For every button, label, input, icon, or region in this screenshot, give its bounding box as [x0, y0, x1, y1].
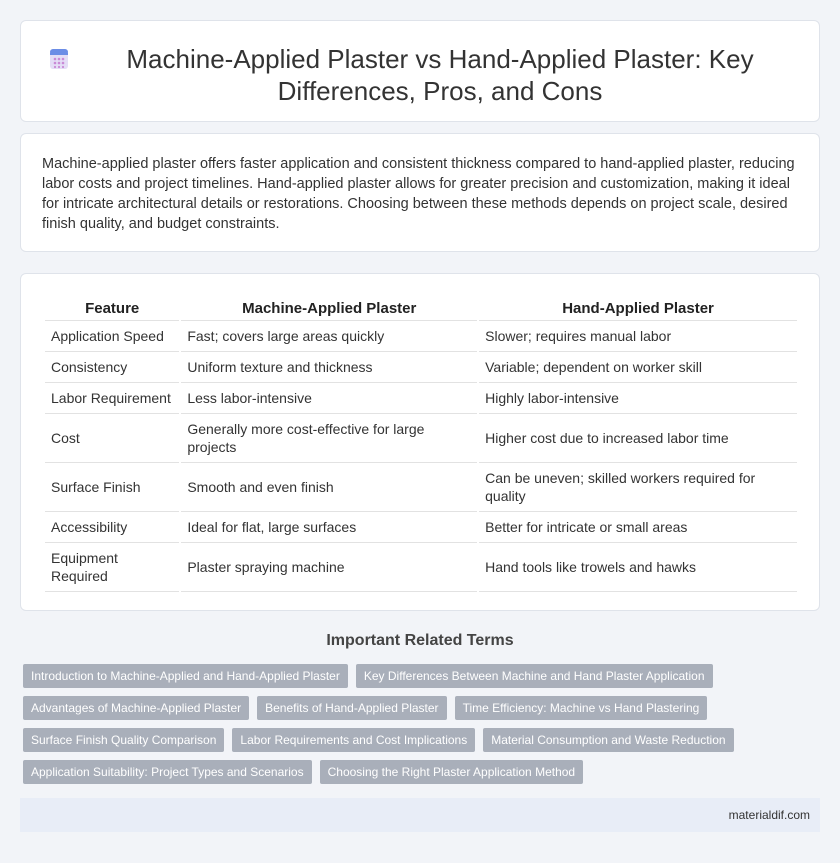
table-row [45, 463, 797, 512]
footer [20, 798, 820, 832]
tag-row [23, 664, 803, 688]
related-term-tag[interactable]: Application Suitability: Project Types and Scenarios [23, 760, 312, 784]
header-card [20, 20, 820, 122]
hand-cell: Can be uneven; skilled workers required for quality [479, 463, 797, 512]
related-term-tag[interactable]: Material Consumption and Waste Reduction [483, 728, 733, 752]
page-title: Machine-Applied Plaster vs Hand-Applied Plaster: Key Differences, Pros, and Cons [126, 44, 754, 106]
hand-cell: Hand tools like trowels and hawks [479, 543, 797, 592]
summary-card [20, 133, 820, 252]
table-row [45, 321, 797, 352]
related-terms-title: Important Related Terms [326, 632, 514, 649]
related-term-tag[interactable]: Time Efficiency: Machine vs Hand Plastering [455, 696, 708, 720]
machine-cell: Generally more cost-effective for large projects [181, 414, 477, 463]
table-row [45, 512, 797, 543]
table-header-row [45, 298, 797, 321]
related-term-tag[interactable]: Benefits of Hand-Applied Plaster [257, 696, 446, 720]
related-terms-tags [23, 664, 803, 792]
column-header-feature: Feature [45, 298, 179, 321]
related-term-tag[interactable]: Labor Requirements and Cost Implications [232, 728, 475, 752]
related-term-tag[interactable]: Choosing the Right Plaster Application Method [320, 760, 583, 784]
feature-cell: Labor Requirement [45, 383, 179, 414]
hand-cell: Highly labor-intensive [479, 383, 797, 414]
machine-cell: Uniform texture and thickness [181, 352, 477, 383]
hand-cell: Better for intricate or small areas [479, 512, 797, 543]
table-row [45, 543, 797, 592]
tag-row [23, 760, 803, 784]
machine-cell: Plaster spraying machine [181, 543, 477, 592]
machine-cell: Ideal for flat, large surfaces [181, 512, 477, 543]
column-header-machine: Machine-Applied Plaster [181, 298, 477, 321]
hand-cell: Variable; dependent on worker skill [479, 352, 797, 383]
machine-cell: Fast; covers large areas quickly [181, 321, 477, 352]
related-term-tag[interactable]: Advantages of Machine-Applied Plaster [23, 696, 249, 720]
calculator-icon [48, 48, 70, 70]
tag-row [23, 728, 803, 752]
feature-cell: Consistency [45, 352, 179, 383]
column-header-hand: Hand-Applied Plaster [479, 298, 797, 321]
comparison-table-card [20, 273, 820, 611]
summary-text: Machine-applied plaster offers faster application and consistent thickness compared to hand-applied plaster, reducing labor costs and project timelines. Hand-applied plaster allows for greater precision and customization, making it ideal for intricate architectural details or restorations. Choosing between these methods depends on project scale, desired finish quality, and budget constraints. [42, 156, 795, 232]
table-row [45, 414, 797, 463]
feature-cell: Cost [45, 414, 179, 463]
tag-row [23, 696, 803, 720]
related-term-tag[interactable]: Surface Finish Quality Comparison [23, 728, 224, 752]
table-row [45, 352, 797, 383]
feature-cell: Accessibility [45, 512, 179, 543]
feature-cell: Equipment Required [45, 543, 179, 592]
hand-cell: Slower; requires manual labor [479, 321, 797, 352]
hand-cell: Higher cost due to increased labor time [479, 414, 797, 463]
machine-cell: Smooth and even finish [181, 463, 477, 512]
feature-cell: Surface Finish [45, 463, 179, 512]
table-row [45, 383, 797, 414]
related-term-tag[interactable]: Introduction to Machine-Applied and Hand-Applied Plaster [23, 664, 348, 688]
comparison-table [43, 298, 799, 592]
feature-cell: Application Speed [45, 321, 179, 352]
machine-cell: Less labor-intensive [181, 383, 477, 414]
title-wrap [21, 43, 819, 107]
footer-site-link[interactable]: materialdif.com [728, 808, 810, 822]
related-term-tag[interactable]: Key Differences Between Machine and Hand Plaster Application [356, 664, 713, 688]
